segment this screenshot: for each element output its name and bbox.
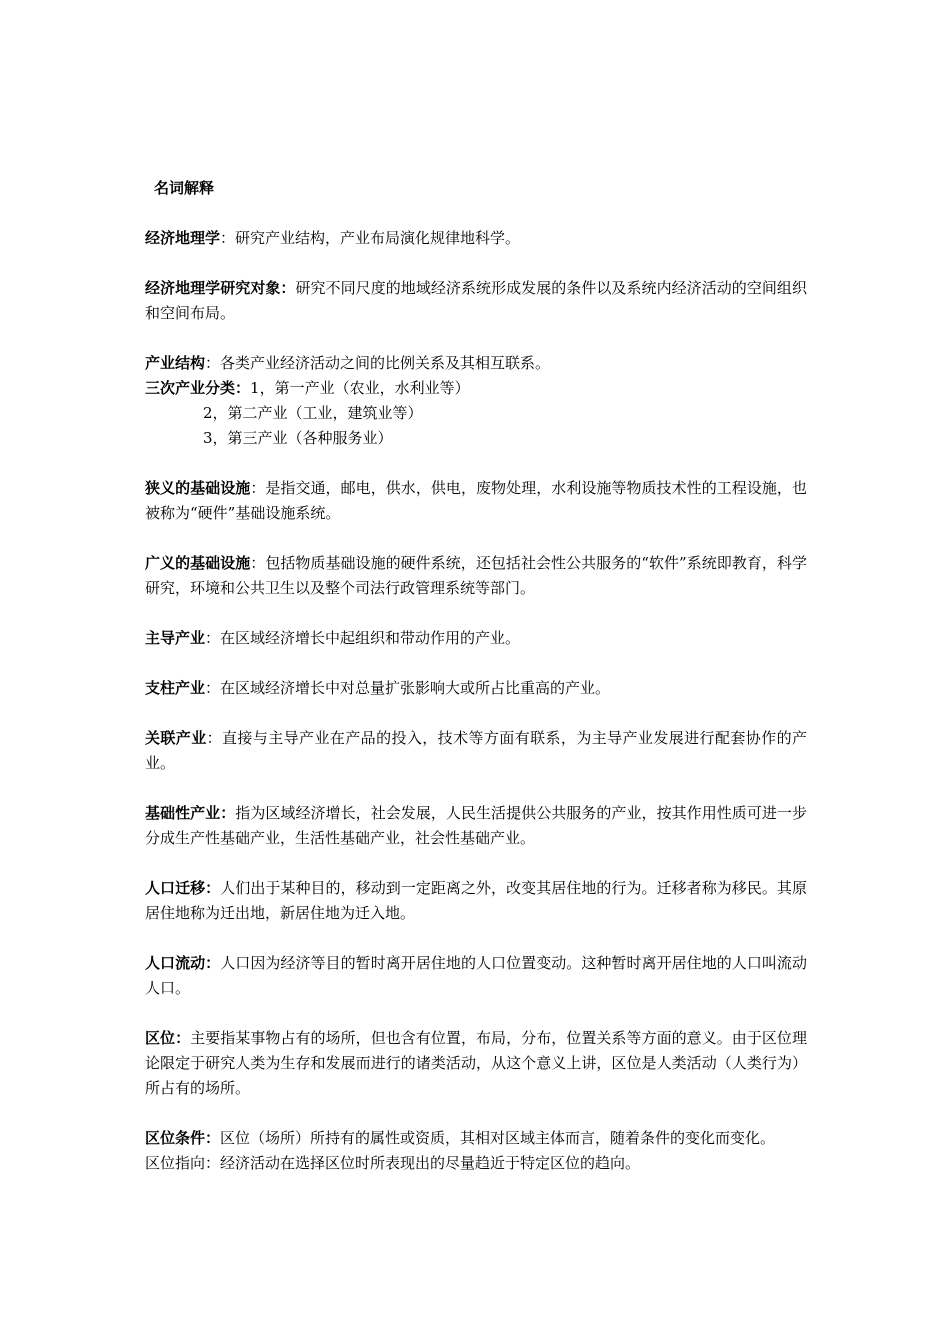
entry-separator: ： [206,729,223,747]
entry-definition: 研究产业结构，产业布局演化规律地科学。 [235,229,521,247]
entry-definition: 包括物质基础设施的硬件系统，还包括社会性公共服务的“软件”系统即教育，科学研究，环境和公共卫生以及整个司法行政管理系统等部门。 [145,554,807,597]
entry-pillar-industry [145,676,807,701]
entry-term: 三次产业分类 [145,379,236,397]
entry-term: 经济地理学研究对象： [145,279,296,297]
entry-narrow-infrastructure [145,476,807,526]
entry-location [145,1026,807,1101]
entry-separator: ： [205,679,221,697]
entry-location-condition [145,1126,807,1151]
list-item: 2，第二产业（工业，建筑业等） [203,404,423,422]
entry-three-industries [145,376,807,401]
entry-leading-industry [145,626,807,651]
entry-broad-infrastructure [145,551,807,601]
entry-industrial-structure [145,351,807,376]
entry-definition: 1，第一产业（农业，水利业等） [250,379,470,397]
entry-definition: 各类产业经济活动之间的比例关系及其相互联系。 [220,354,551,372]
entry-term: 区位： [145,1029,191,1047]
entry-definition: 主要指某事物占有的场所，但也含有位置，布局，分布，位置关系等方面的意义。由于区位理论限定于研究人类为生存和发展而进行的诸类活动，从这个意义上讲，区位是人类活动（人类行为）所占有的场所。 [145,1029,807,1097]
entry-term: 支柱产业 [145,679,206,697]
entry-definition: 人口因为经济等目的暂时离开居住地的人口位置变动。这种暂时离开居住地的人口叫流动人口。 [145,954,807,997]
entry-basic-industry [145,801,807,851]
entry-related-industry [145,726,807,776]
list-item: 3，第三产业（各种服务业） [203,429,393,447]
entry-term: 经济地理学 [145,229,221,247]
entry-term: 产业结构 [145,354,206,372]
entry-separator: ： [250,554,266,572]
entry-separator: ： [220,229,236,247]
entry-definition: 在区域经济增长中起组织和带动作用的产业。 [220,629,521,647]
entry-definition: 区位（场所）所持有的属性或资质，其相对区域主体而言，随着条件的变化而变化。 [220,1129,776,1147]
entry-migration [145,876,807,926]
page-title: 名词解释 [154,179,215,197]
entry-separator: ： [235,379,251,397]
entry-separator: ： [250,479,266,497]
entry-definition: 研究不同尺度的地域经济系统形成发展的条件以及系统内经济活动的空间组织和空间布局。 [145,279,807,322]
entry-term: 人口流动： [145,954,221,972]
entry-term: 关联产业 [145,729,207,747]
entry-separator: ： [205,354,221,372]
entry-location-orientation: 区位指向：经济活动在选择区位时所表现出的尽量趋近于特定区位的趋向。 [145,1154,641,1172]
entry-definition: 指为区域经济增长，社会发展，人民生活提供公共服务的产业，按其作用性质可进一步分成生产性基础产业，生活性基础产业，社会性基础产业。 [145,804,807,847]
entry-term: 广义的基础设施 [145,554,251,572]
entry-separator: ： [205,629,221,647]
entry-definition: 是指交通，邮电，供水，供电，废物处理，水利设施等物质技术性的工程设施，也被称为“硬件”基础设施系统。 [145,479,807,522]
entry-term: 基础性产业： [145,804,236,822]
entry-floating-population [145,951,807,1001]
document-page [145,176,807,1176]
entry-definition: 人们出于某种目的，移动到一定距离之外，改变其居住地的行为。迁移者称为移民。其原居住地称为迁出地，新居住地为迁入地。 [145,879,807,922]
entry-term: 人口迁移： [145,879,221,897]
entry-research-object [145,276,807,326]
entry-economic-geography [145,226,807,251]
entry-definition: 在区域经济增长中对总量扩张影响大或所占比重高的产业。 [220,679,611,697]
entry-term: 区位条件： [145,1129,221,1147]
entry-term: 主导产业 [145,629,206,647]
entry-definition: 直接与主导产业在产品的投入，技术等方面有联系，为主导产业发展进行配套协作的产业。 [145,729,807,772]
entry-term: 狭义的基础设施 [145,479,251,497]
three-industries-block [145,376,807,451]
